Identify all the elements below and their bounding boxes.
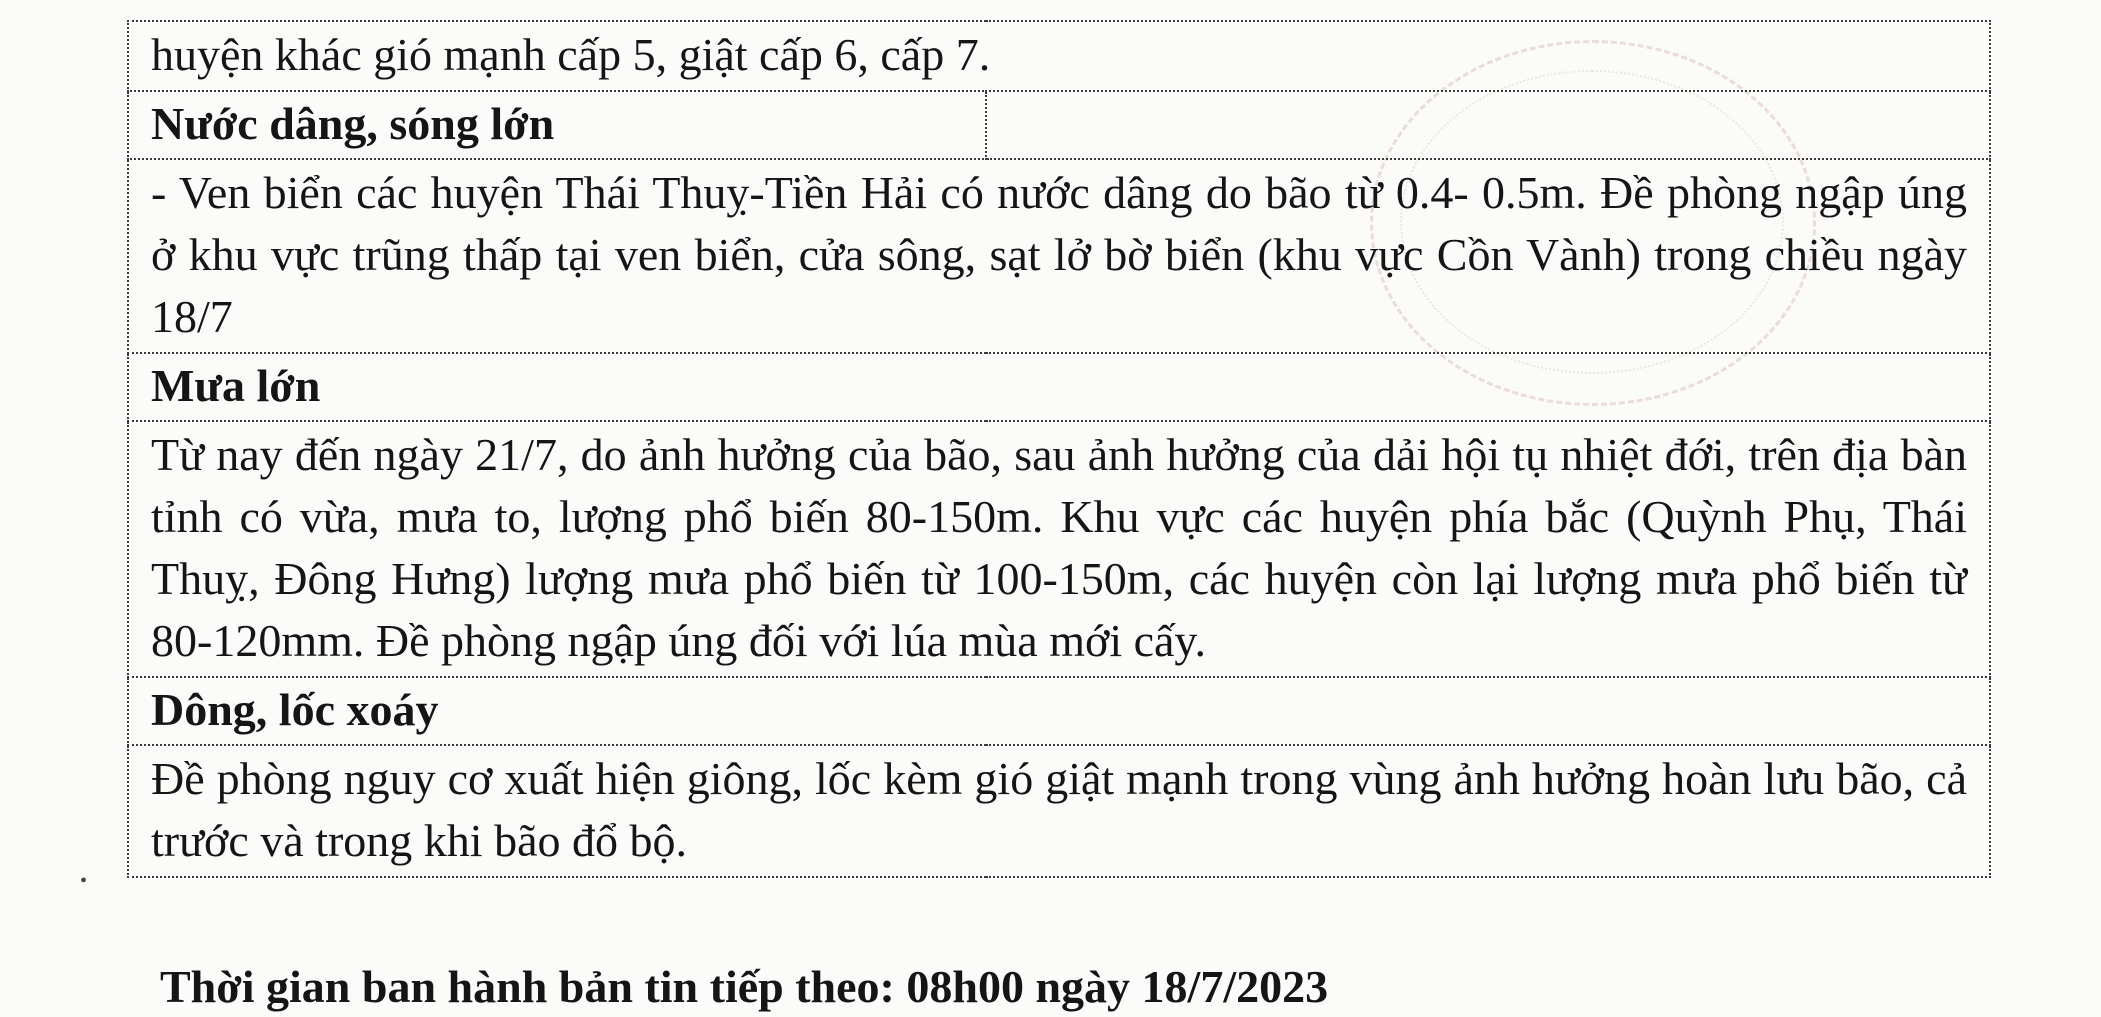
scan-speck: • [80,870,88,892]
rain-heading-row [128,353,1990,421]
storm-body-text: Đề phòng nguy cơ xuất hiện giông, lốc kèm gió giật mạnh trong vùng ảnh hưởng hoàn lưu bão, cả trước và trong khi bão đổ bộ. [128,745,1990,877]
surge-heading: Nước dâng, sóng lớn [128,91,986,159]
surge-heading-row [128,91,1990,159]
rain-body-row [128,421,1990,677]
wind-tail-text: huyện khác gió mạnh cấp 5, giật cấp 6, cấp 7. [128,21,1990,91]
storm-body-row [128,745,1990,877]
storm-heading: Dông, lốc xoáy [128,677,1990,745]
surge-body-text: - Ven biển các huyện Thái Thuỵ-Tiền Hải có nước dâng do bão từ 0.4- 0.5m. Đề phòng ngập úng ở khu vực trũng thấp tại ven biển, cửa sông, sạt lở bờ biển (khu vực Cồn Vành) trong chiều ngày 18/7 [128,159,1990,353]
surge-body-row [128,159,1990,353]
storm-heading-row [128,677,1990,745]
rain-heading: Mưa lớn [128,353,1990,421]
rain-body-text: Từ nay đến ngày 21/7, do ảnh hưởng của bão, sau ảnh hưởng của dải hội tụ nhiệt đới, trên địa bàn tỉnh có vừa, mưa to, lượng phổ biến 80-150m. Khu vực các huyện phía bắc (Quỳnh Phụ, Thái Thuỵ, Đông Hưng) lượng mưa phổ biến từ 100-150m, các huyện còn lại lượng mưa phổ biến từ 80-120mm. Đề phòng ngập úng đối với lúa mùa mới cấy. [128,421,1990,677]
next-bulletin-line: Thời gian ban hành bản tin tiếp theo: 08h00 ngày 18/7/2023 [160,961,1329,1012]
forecast-table [127,20,1991,878]
wind-row [128,21,1990,91]
surge-heading-empty-cell [986,91,1990,159]
